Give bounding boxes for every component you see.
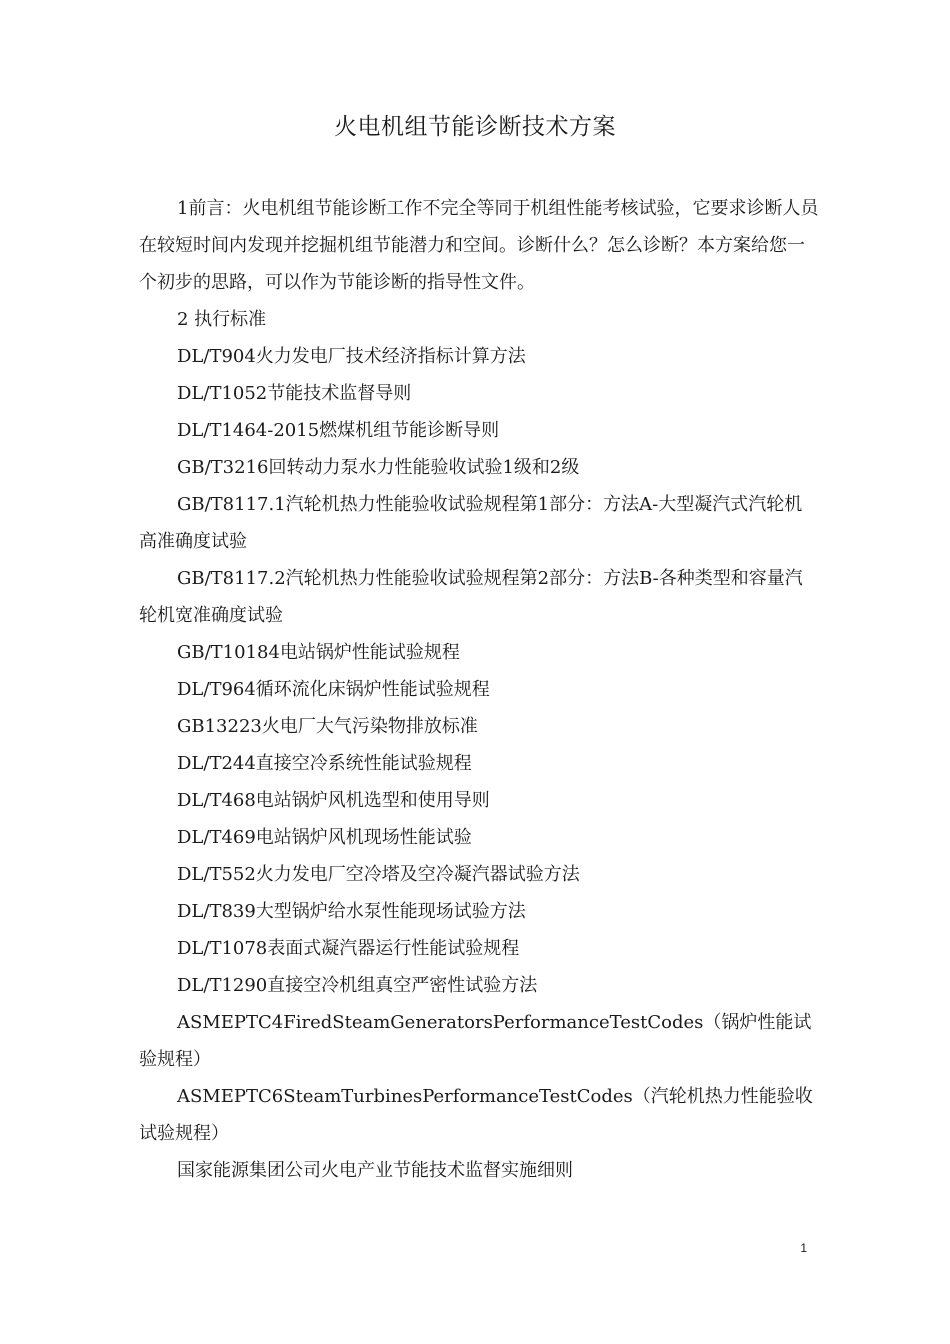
standard-item: GB13223火电厂大气污染物排放标准 xyxy=(177,716,478,737)
standard-item: DL/T904火力发电厂技术经济指标计算方法 xyxy=(177,346,526,367)
standard-item: DL/T244直接空冷系统性能试验规程 xyxy=(177,753,472,774)
standard-item: DL/T1052节能技术监督导则 xyxy=(177,383,412,404)
standard-item: ASMEPTC4FiredSteamGeneratorsPerformanceTestCodes（锅炉性能试验规程） xyxy=(139,1012,812,1070)
preface-paragraph: 1前言：火电机组节能诊断工作不完全等同于机组性能考核试验，它要求诊断人员在较短时间内发现并挖掘机组节能潜力和空间。诊断什么？怎么诊断？本方案给您一个初步的思路，可以作为节能诊断的指导性文件。 xyxy=(139,198,819,293)
standard-item: GB/T8117.1汽轮机热力性能验收试验规程第1部分：方法A-大型凝汽式汽轮机高准确度试验 xyxy=(139,494,803,552)
standard-item: GB/T3216回转动力泵水力性能验收试验1级和2级 xyxy=(177,457,580,478)
standards-list xyxy=(139,338,819,1189)
page-number: 1 xyxy=(800,1241,807,1255)
standard-item: DL/T964循环流化床锅炉性能试验规程 xyxy=(177,679,490,700)
document-body xyxy=(139,190,819,1189)
section-heading: 2 执行标准 xyxy=(177,309,267,330)
standard-item: ASMEPTC6SteamTurbinesPerformanceTestCodes（汽轮机热力性能验收试验规程） xyxy=(139,1086,813,1144)
standard-item: 国家能源集团公司火电产业节能技术监督实施细则 xyxy=(177,1160,573,1181)
standard-item: DL/T1464-2015燃煤机组节能诊断导则 xyxy=(177,420,500,441)
standard-item: DL/T839大型锅炉给水泵性能现场试验方法 xyxy=(177,901,526,922)
standard-item: DL/T1290直接空冷机组真空严密性试验方法 xyxy=(177,975,538,996)
standard-item: DL/T469电站锅炉风机现场性能试验 xyxy=(177,827,472,848)
standard-item: GB/T8117.2汽轮机热力性能验收试验规程第2部分：方法B-各种类型和容量汽轮机宽准确度试验 xyxy=(139,568,803,626)
standard-item: DL/T1078表面式凝汽器运行性能试验规程 xyxy=(177,938,520,959)
standard-item: DL/T552火力发电厂空冷塔及空冷凝汽器试验方法 xyxy=(177,864,580,885)
standard-item: GB/T10184电站锅炉性能试验规程 xyxy=(177,642,460,663)
document-title: 火电机组节能诊断技术方案 xyxy=(334,114,616,140)
standard-item: DL/T468电站锅炉风机选型和使用导则 xyxy=(177,790,490,811)
